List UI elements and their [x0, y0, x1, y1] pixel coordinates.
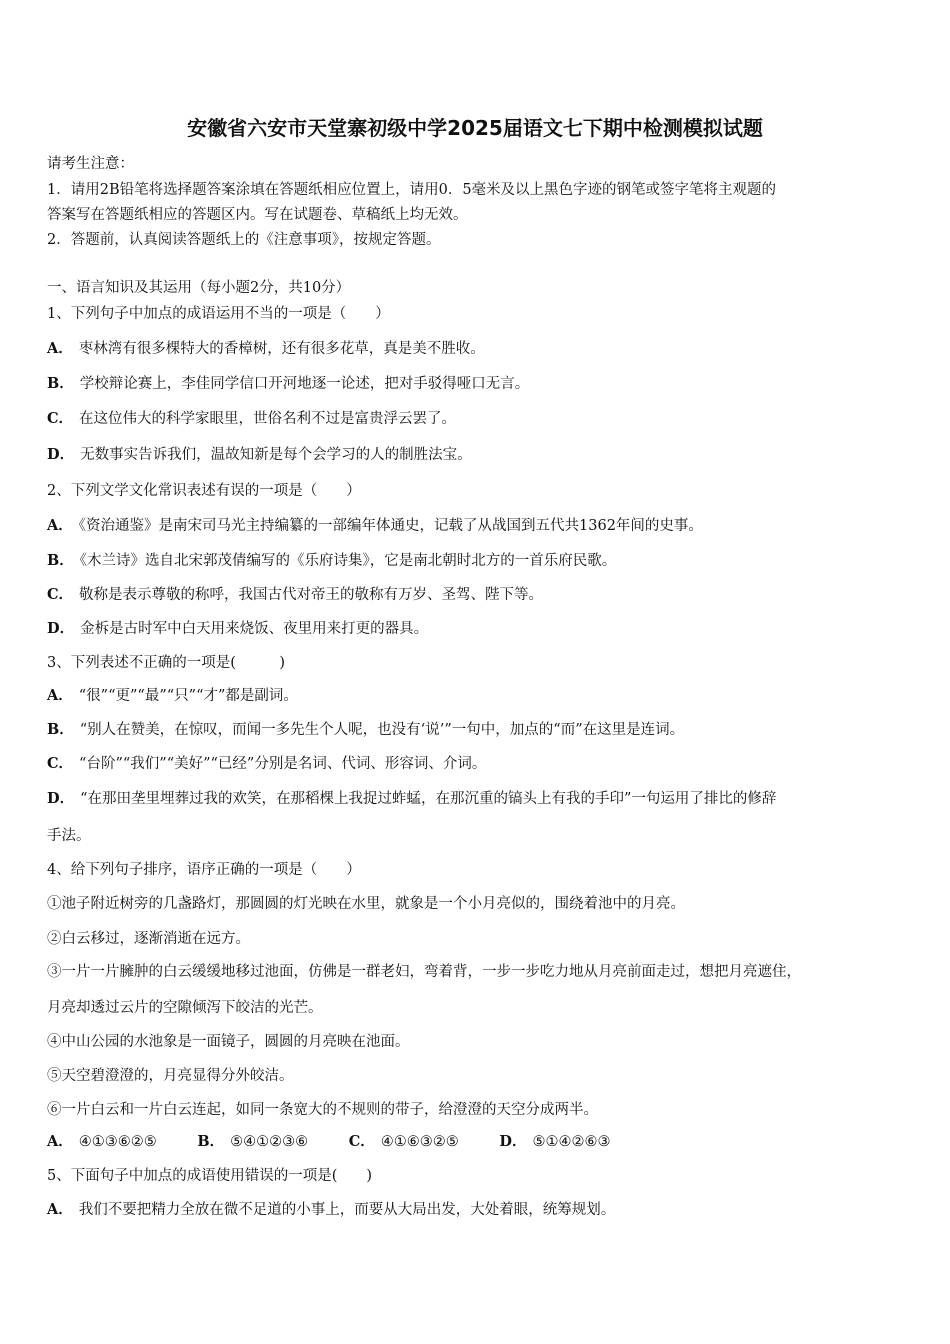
question-4-option-a — [47, 1130, 157, 1151]
question-4-sentence-1: ①池子附近树旁的几盏路灯，那圆圆的灯光映在水里，就象是一个小月亮似的，围绕着池中的月亮。 — [47, 896, 685, 912]
question-4-sentence-3: ③一片一片臃肿的白云缓缓地移过池面，仿佛是一群老妇，弯着背，一步一步吃力地从月亮前面走过，想把月亮遮住， — [47, 964, 801, 980]
question-3-option-b — [47, 718, 684, 739]
option-label: D． — [47, 446, 75, 463]
option-label: B． — [47, 552, 74, 569]
question-4-option-c — [349, 1130, 459, 1151]
option-text: 学校辩论赛上，李佳同学信口开河地逐一论述，把对手驳得哑口无言。 — [79, 376, 530, 392]
option-text: 金柝是古时军中白天用来烧饭、夜里用来打更的器具。 — [80, 621, 429, 637]
notice-heading: 请考生注意： — [47, 156, 134, 172]
option-text: 《资治通鉴》是南宋司马光主持编纂的一部编年体通史，记载了从战国到五代共1362年间的史事。 — [78, 518, 703, 534]
option-text: “很”“更”“最”“只”“才”都是副词。 — [78, 688, 298, 704]
question-4-option-d — [499, 1130, 610, 1151]
option-text: 枣林湾有很多棵特大的香樟树，还有很多花草，真是美不胜收。 — [78, 341, 485, 357]
question-2-option-d — [47, 617, 428, 638]
option-label: B． — [197, 1133, 225, 1150]
option-text: 敬称是表示尊敬的称呼，我国古代对帝王的敬称有万岁、圣驾、陛下等。 — [79, 587, 544, 603]
option-label: D． — [47, 620, 75, 637]
question-4-sentence-3-continued: 月亮却透过云片的空隙倾泻下皎洁的光芒。 — [47, 1000, 323, 1016]
question-4-sentence-5: ⑤天空碧澄澄的，月亮显得分外皎洁。 — [47, 1068, 294, 1084]
option-text: 《木兰诗》选自北宋郭茂倩编写的《乐府诗集》，它是南北朝时北方的一首乐府民歌。 — [79, 553, 617, 569]
option-text: 在这位伟大的科学家眼里，世俗名利不过是富贵浮云罢了。 — [79, 411, 457, 427]
option-label: C． — [47, 755, 74, 772]
option-label: D． — [47, 790, 75, 807]
question-2-option-a — [47, 514, 703, 535]
option-text: ⑤④①②③⑥ — [230, 1134, 309, 1150]
option-label: A． — [47, 340, 73, 357]
option-text: ④①⑥③②⑤ — [380, 1134, 459, 1150]
option-label: B． — [47, 375, 74, 392]
notice-item-2: 2．答题前，认真阅读答题纸上的《注意事项》，按规定答题。 — [47, 232, 441, 248]
option-text: “台阶”“我们”“美好”“已经”分别是名词、代词、形容词、介词。 — [79, 756, 487, 772]
question-3-stem: 3、下列表述不正确的一项是( ) — [47, 655, 286, 671]
option-text: ④①③⑥②⑤ — [78, 1134, 157, 1150]
question-2-option-b — [47, 549, 616, 570]
notice-item-1: 1．请用2B铅笔将选择题答案涂填在答题纸相应位置上，请用0．5毫米及以上黑色字迹的钢笔或签字笔将主观题的 — [47, 182, 777, 198]
page-title: 安徽省六安市天堂寨初级中学2025届语文七下期中检测模拟试题 — [187, 116, 763, 140]
question-4-sentence-2: ②白云移过，逐渐消逝在远方。 — [47, 931, 250, 947]
option-label: A． — [47, 1133, 73, 1150]
question-4-sentence-4: ④中山公园的水池象是一面镜子，圆圆的月亮映在池面。 — [47, 1034, 410, 1050]
notice-item-1-continued: 答案写在答题纸相应的答题区内。写在试题卷、草稿纸上均无效。 — [47, 207, 468, 223]
question-2-option-c — [47, 583, 543, 604]
option-label: C． — [47, 586, 74, 603]
option-text: 无数事实告诉我们，温故知新是每个会学习的人的制胜法宝。 — [80, 447, 472, 463]
question-5-option-a — [47, 1198, 615, 1219]
option-text: 我们不要把精力全放在微不足道的小事上，而要从大局出发，大处着眼，统筹规划。 — [78, 1202, 616, 1218]
option-text: “在那田垄里埋葬过我的欢笑，在那稻棵上我捉过蚱蜢，在那沉重的镐头上有我的手印”一句运用了排比的修辞 — [80, 791, 777, 807]
question-3-option-d-continued: 手法。 — [47, 828, 91, 844]
question-3-option-d — [47, 787, 776, 808]
question-1-stem: 1、下列句子中加点的成语运用不当的一项是（ ） — [47, 306, 390, 322]
question-3-option-a — [47, 684, 298, 705]
question-1-option-d — [47, 443, 472, 464]
question-5-stem: 5、下面句子中加点的成语使用错误的一项是( ) — [47, 1168, 373, 1184]
option-label: C． — [348, 1133, 375, 1150]
question-4-stem: 4、给下列句子排序，语序正确的一项是（ ） — [47, 862, 361, 878]
option-label: B． — [47, 721, 74, 738]
option-label: C． — [47, 410, 74, 427]
question-4-option-b — [197, 1130, 308, 1151]
question-1-option-a — [47, 337, 485, 358]
option-label: D． — [499, 1133, 527, 1150]
question-3-option-c — [47, 752, 486, 773]
option-label: A． — [47, 1201, 73, 1218]
question-2-stem: 2、下列文学文化常识表述有误的一项是（ ） — [47, 483, 361, 499]
option-label: A． — [47, 517, 73, 534]
question-4-options — [47, 1130, 646, 1151]
option-label: A． — [47, 687, 73, 704]
option-text: ⑤①④②⑥③ — [532, 1134, 611, 1150]
question-4-sentence-6: ⑥一片白云和一片白云连起，如同一条宽大的不规则的带子，给澄澄的天空分成两半。 — [47, 1102, 598, 1118]
question-1-option-c — [47, 407, 456, 428]
section-heading: 一、语言知识及其运用（每小题2分，共10分） — [47, 280, 351, 296]
option-text: “别人在赞美，在惊叹，而闻一多先生个人呢，也没有‘说’”一句中，加点的“而”在这里是连词。 — [79, 722, 685, 738]
question-1-option-b — [47, 372, 529, 393]
